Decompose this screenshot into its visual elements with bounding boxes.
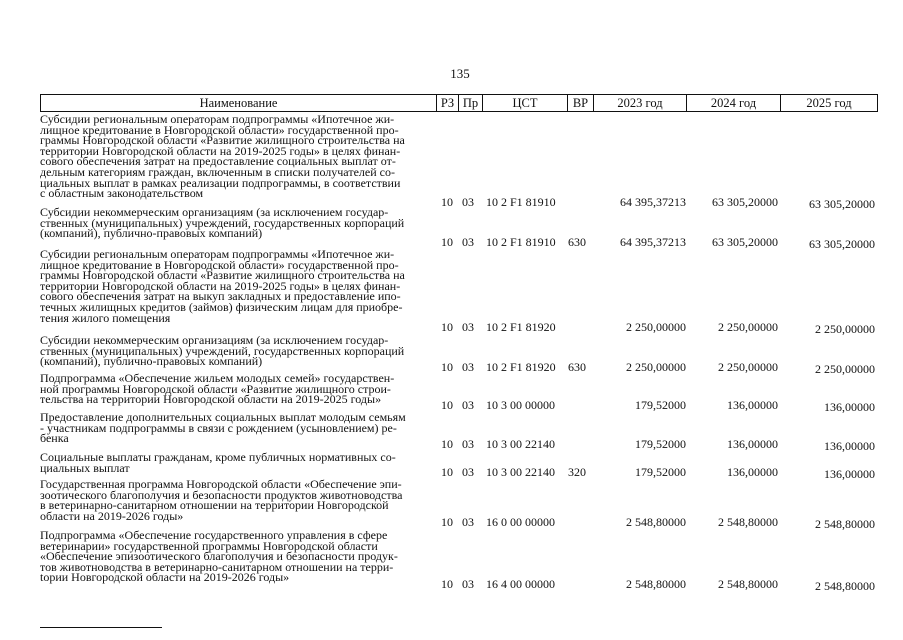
row-2025: 2 250,00000: [815, 322, 875, 336]
row-2023: 2 250,00000: [626, 320, 686, 334]
header-rz: РЗ: [436, 94, 459, 112]
row-pr: 03: [462, 577, 474, 591]
row-vr: 320: [568, 465, 586, 479]
row-2024: 63 305,20000: [712, 235, 778, 249]
row-cst: 10 2 F1 81920: [486, 360, 556, 374]
row-rz: 10: [441, 360, 453, 374]
row-rz: 10: [441, 235, 453, 249]
row-pr: 03: [462, 320, 474, 334]
row-pr: 03: [462, 515, 474, 529]
row-name: Субсидии региональным операторам подпрограммы «Ипотечное жи- лищное кредитование в Новгородской области» государственной про- граммы Новгородской области «Развитие жилищного строительства на территории Новгородской области на 2019-2025 годы» в целях финан- сового обеспечения затрат на выкуп закладных и предоставление ипо- течных жилищных кредитов (займов) физическим лицам для приобре- тения жилого помещения: [40, 247, 405, 325]
row-pr: 03: [462, 235, 474, 249]
row-rz: 10: [441, 515, 453, 529]
header-2024: 2024 год: [686, 94, 781, 112]
row-cst: 10 3 00 22140: [486, 465, 555, 479]
header-pr: Пр: [458, 94, 483, 112]
footer-divider: [40, 627, 162, 628]
row-vr: 630: [568, 235, 586, 249]
row-name: Социальные выплаты гражданам, кроме публичных нормативных со- циальных выплат: [40, 450, 396, 475]
row-2025: 63 305,20000: [809, 237, 875, 251]
row-2024: 136,00000: [727, 465, 778, 479]
row-vr: 630: [568, 360, 586, 374]
row-rz: 10: [441, 398, 453, 412]
row-name: Подпрограмма «Обеспечение жильем молодых семей» государствен- ной программы Новгородской области «Развитие жилищного строи- тельства на территории Новгородской области на 2019-2025 годы»: [40, 371, 395, 407]
row-rz: 10: [441, 320, 453, 334]
row-name: Субсидии некоммерческим организациям (за исключением государ- ственных (муниципальных) учреждений, государственных корпораций (компаний), публично-правовых компаний): [40, 333, 405, 369]
row-pr: 03: [462, 398, 474, 412]
header-2025: 2025 год: [780, 94, 878, 112]
row-2025: 136,00000: [824, 467, 875, 481]
row-2024: 2 548,80000: [718, 577, 778, 591]
row-2024: 136,00000: [727, 437, 778, 451]
row-name: Субсидии некоммерческим организациям (за исключением государ- ственных (муниципальных) учреждений, государственных корпораций (компаний), публично-правовых компаний): [40, 205, 405, 241]
page-number: 135: [450, 66, 470, 81]
row-name: Подпрограмма «Обеспечение государственного управления в сфере ветеринарии» государственной программы Новгородской области «Обеспечение эпизоотического благополучия и безопасности продук- тов животноводства в ветеринарно-санитарном отношении на терри- tории Новгородской области на 2019-2026 годы»: [40, 528, 398, 585]
row-2025: 2 548,80000: [815, 579, 875, 593]
row-name: Предоставление дополнительных социальных выплат молодым семьям - участникам подпрограммы в связи с рождением (усыновлением) ре- бенка: [40, 410, 406, 446]
row-cst: 16 0 00 00000: [486, 515, 555, 529]
row-rz: 10: [441, 195, 453, 209]
row-name: Субсидии региональным операторам подпрограммы «Ипотечное жи- лищное кредитование в Новгородской области» государственной про- граммы Новгородской области «Развитие жилищного строительства на территории Новгородской области на 2019-2025 годы» в целях финан- сового обеспечения затрат на предоставление социальных выплат от- дельным категориям граждан, включенным в списки получателей со- циальных выплат в рамках реализации подпрограммы, в соответствии с областным законодательством: [40, 112, 405, 201]
row-rz: 10: [441, 465, 453, 479]
row-pr: 03: [462, 437, 474, 451]
row-2025: 2 548,80000: [815, 517, 875, 531]
row-cst: 16 4 00 00000: [486, 577, 555, 591]
row-2024: 2 250,00000: [718, 320, 778, 334]
row-cst: 10 3 00 00000: [486, 398, 555, 412]
row-2024: 63 305,20000: [712, 195, 778, 209]
row-2024: 2 250,00000: [718, 360, 778, 374]
row-2023: 179,52000: [635, 465, 686, 479]
row-2023: 179,52000: [635, 398, 686, 412]
row-2025: 63 305,20000: [809, 197, 875, 211]
row-pr: 03: [462, 360, 474, 374]
row-pr: 03: [462, 195, 474, 209]
row-name: Государственная программа Новгородской области «Обеспечение эпи- зоотического благополучия и безопасности продуктов животноводства в ветеринарно-санитарном отношении на территории Новгородской области на 2019-2026 годы»: [40, 477, 403, 523]
row-2023: 2 548,80000: [626, 577, 686, 591]
row-2023: 2 548,80000: [626, 515, 686, 529]
row-2025: 2 250,00000: [815, 362, 875, 376]
row-pr: 03: [462, 465, 474, 479]
header-name: Наименование: [40, 94, 437, 112]
header-2023: 2023 год: [593, 94, 687, 112]
row-2024: 136,00000: [727, 398, 778, 412]
header-cst: ЦСТ: [482, 94, 568, 112]
row-cst: 10 3 00 22140: [486, 437, 555, 451]
row-rz: 10: [441, 577, 453, 591]
header-vr: ВР: [567, 94, 594, 112]
row-2023: 64 395,37213: [620, 235, 686, 249]
row-2023: 64 395,37213: [620, 195, 686, 209]
row-cst: 10 2 F1 81920: [486, 320, 556, 334]
row-2024: 2 548,80000: [718, 515, 778, 529]
row-2025: 136,00000: [824, 439, 875, 453]
row-cst: 10 2 F1 81910: [486, 235, 556, 249]
row-2025: 136,00000: [824, 400, 875, 414]
row-rz: 10: [441, 437, 453, 451]
row-cst: 10 2 F1 81910: [486, 195, 556, 209]
row-2023: 2 250,00000: [626, 360, 686, 374]
row-2023: 179,52000: [635, 437, 686, 451]
